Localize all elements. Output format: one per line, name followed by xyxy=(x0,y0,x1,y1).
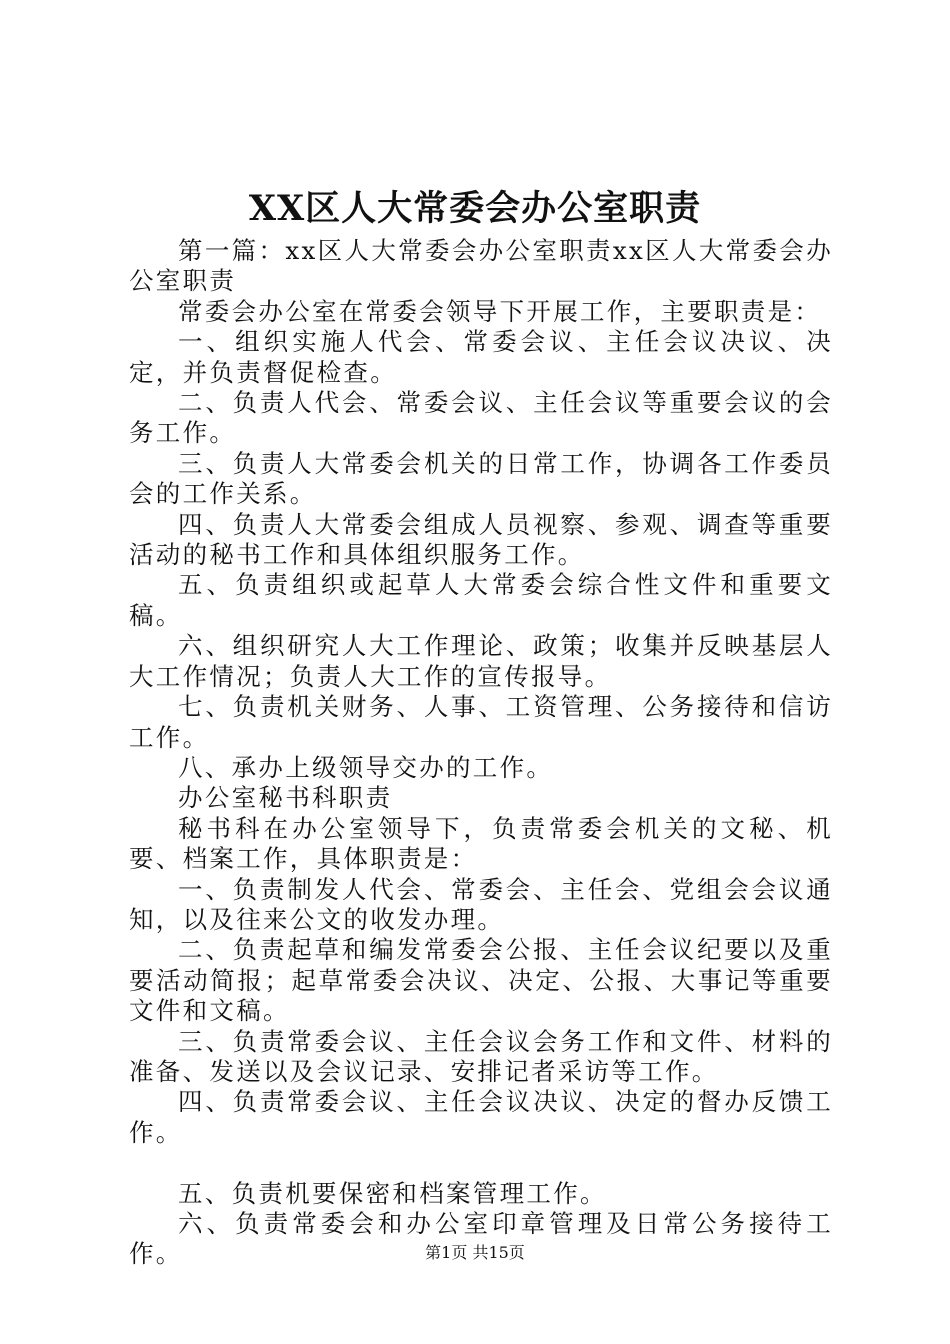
paragraph: 第一篇：xx区人大常委会办公室职责xx区人大常委会办公室职责 xyxy=(129,236,833,296)
paragraph: 五、负责组织或起草人大常委会综合性文件和重要文稿。 xyxy=(129,570,833,630)
blank-line xyxy=(129,1148,833,1178)
paragraph: 二、负责起草和编发常委会公报、主任会议纪要以及重要活动简报；起草常委会决议、决定、公报、大事记等重要文件和文稿。 xyxy=(129,935,833,1026)
paragraph: 四、负责常委会议、主任会议决议、决定的督办反馈工作。 xyxy=(129,1087,833,1147)
paragraph: 六、负责常委会和办公室印章管理及日常公务接待工作。 xyxy=(129,1208,833,1269)
paragraph: 一、负责制发人代会、常委会、主任会、党组会会议通知，以及往来公文的收发办理。 xyxy=(129,874,833,934)
paragraph: 一、组织实施人代会、常委会议、主任会议决议、决定，并负责督促检查。 xyxy=(129,327,833,387)
document-title: XX区人大常委会办公室职责 xyxy=(248,188,702,229)
paragraph: 常委会办公室在常委会领导下开展工作，主要职责是： xyxy=(178,296,822,326)
paragraph: 三、负责人大常委会机关的日常工作，协调各工作委员会的工作关系。 xyxy=(129,448,833,509)
paragraph: 七、负责机关财务、人事、工资管理、公务接待和信访工作。 xyxy=(129,692,833,752)
paragraph: 四、负责人大常委会组成人员视察、参观、调查等重要活动的秘书工作和具体组织服务工作。 xyxy=(129,509,833,570)
paragraph: 三、负责常委会议、主任会议会务工作和文件、材料的准备、发送以及会议记录、安排记者采访等工作。 xyxy=(129,1026,833,1086)
paragraph: 八、承办上级领导交办的工作。 xyxy=(178,752,554,782)
paragraph: 五、负责机要保密和档案管理工作。 xyxy=(178,1178,607,1208)
document-body xyxy=(129,236,833,1270)
section-heading: 办公室秘书科职责 xyxy=(178,783,393,813)
paragraph: 秘书科在办公室领导下，负责常委会机关的文秘、机要、档案工作，具体职责是： xyxy=(129,813,833,874)
page-footer: 第1页 共15页 xyxy=(425,1243,525,1262)
paragraph: 六、组织研究人大工作理论、政策；收集并反映基层人大工作情况；负责人大工作的宣传报导。 xyxy=(129,631,833,691)
paragraph: 二、负责人代会、常委会议、主任会议等重要会议的会务工作。 xyxy=(129,388,833,448)
